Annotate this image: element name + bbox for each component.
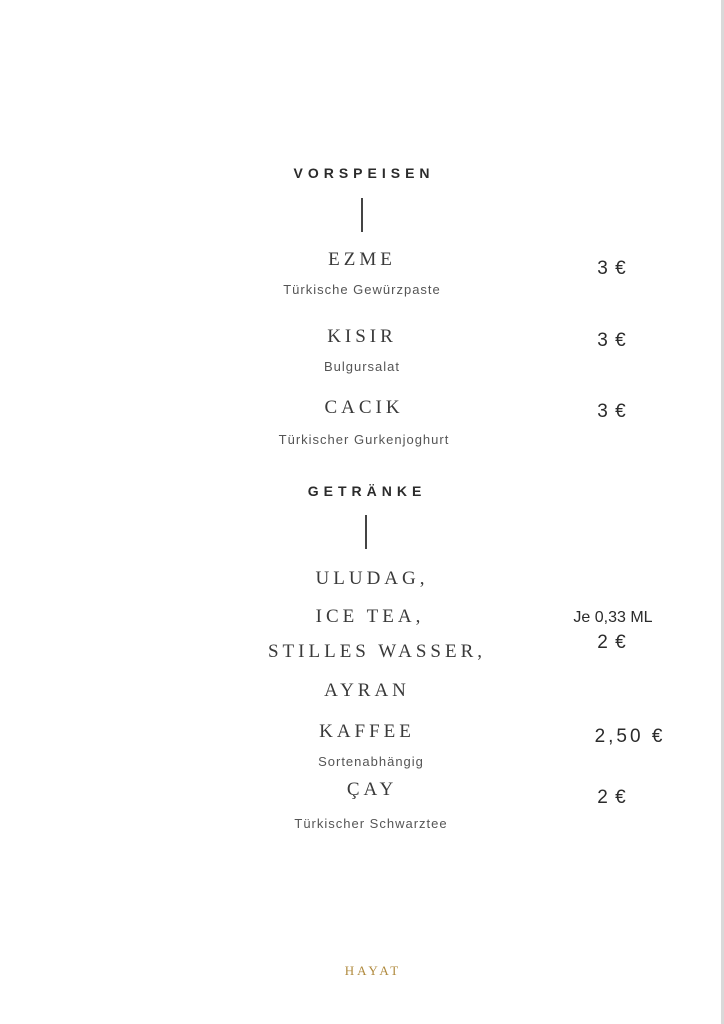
- section-title-drinks: GETRÄNKE: [307, 483, 427, 499]
- footer-brand: HAYAT: [344, 963, 402, 978]
- drink-name: ÇAY: [346, 779, 398, 800]
- price-note: Je 0,33 ML: [573, 609, 653, 626]
- drink-name: KAFFEE: [319, 721, 415, 742]
- drink-price: 2 €: [597, 787, 627, 808]
- drink-name: ICE TEA,: [315, 606, 425, 627]
- drink-description: Sortenabhängig: [318, 754, 424, 769]
- dish-price: 3 €: [597, 258, 627, 279]
- section-divider: [365, 515, 367, 549]
- drink-name: AYRAN: [324, 680, 410, 701]
- drink-price: 2,50 €: [594, 726, 666, 747]
- dish-price: 3 €: [597, 330, 627, 351]
- dish-name: CACIK: [324, 397, 404, 418]
- dish-name: EZME: [328, 249, 396, 270]
- dish-price: 3 €: [597, 401, 627, 422]
- dish-name: KISIR: [327, 326, 397, 347]
- drink-description: Türkischer Schwarztee: [294, 816, 448, 831]
- dish-description: Türkischer Gurkenjoghurt: [278, 432, 450, 447]
- drink-price: 2 €: [597, 632, 627, 653]
- drink-name: ULUDAG,: [315, 568, 429, 589]
- section-title-starters: VORSPEISEN: [293, 165, 435, 181]
- drink-name: STILLES WASSER,: [267, 641, 487, 662]
- section-divider: [361, 198, 363, 232]
- dish-description: Bulgursalat: [323, 359, 401, 374]
- dish-description: Türkische Gewürzpaste: [283, 282, 441, 297]
